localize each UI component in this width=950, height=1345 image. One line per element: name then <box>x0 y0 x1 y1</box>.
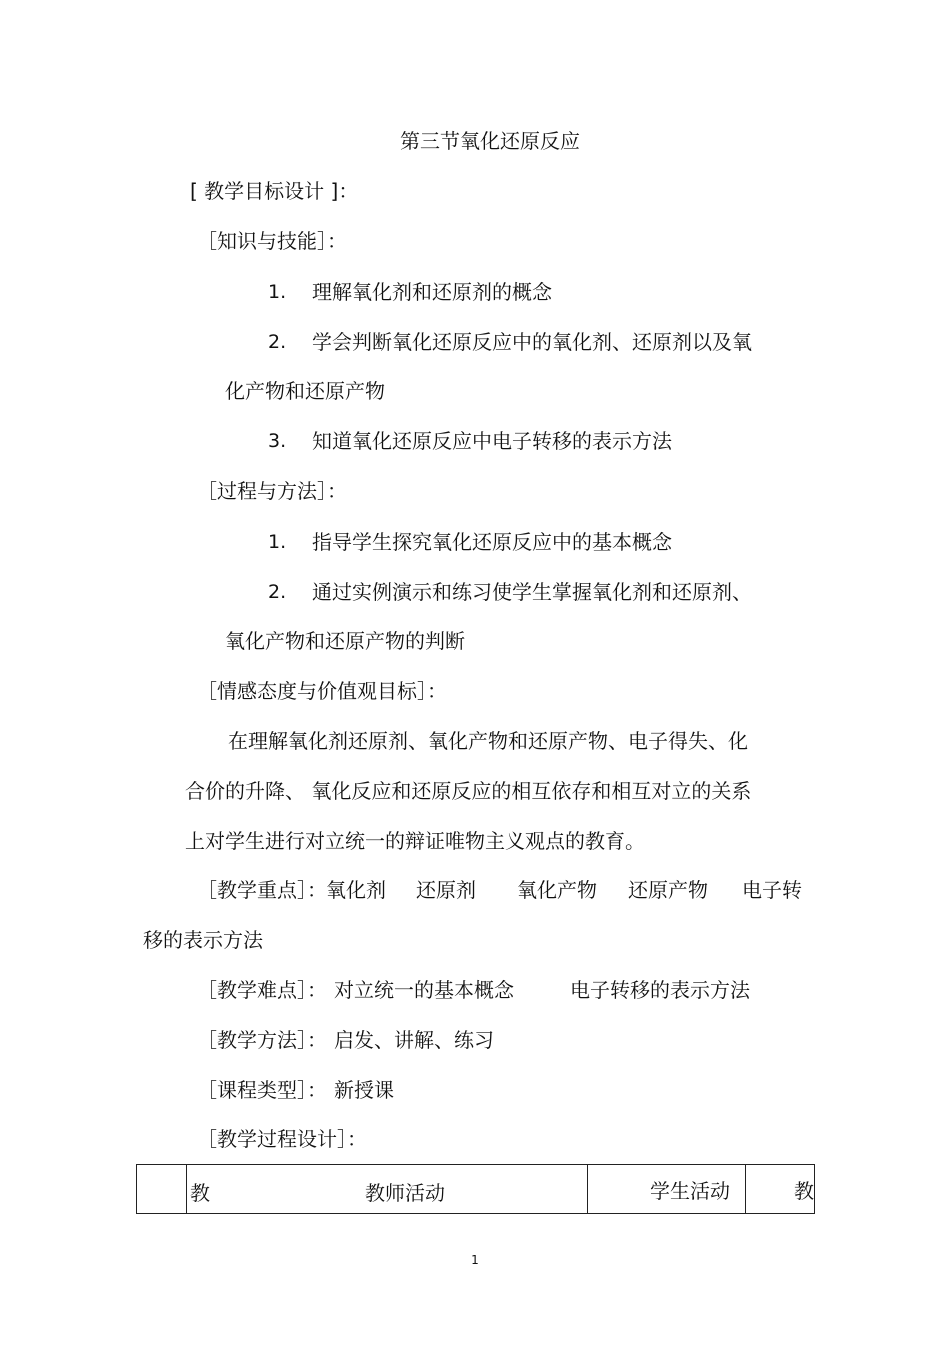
knowledge-item-2-continuation: 化产物和还原产物 <box>225 379 385 403</box>
course-type-label: ［课程类型］： <box>197 1078 327 1102</box>
process-item-2-number: 2. <box>268 581 287 603</box>
key-points-continuation: 移的表示方法 <box>143 928 263 952</box>
key-point-2: 还原剂 <box>416 878 476 902</box>
knowledge-item-1: 理解氧化剂和还原剂的概念 <box>312 280 552 304</box>
emotion-heading: ［情感态度与价值观目标］： <box>197 679 447 703</box>
table-header-teacher-activity: 教师活动 <box>365 1181 445 1205</box>
key-point-4: 还原产物 <box>628 878 708 902</box>
knowledge-heading: ［知识与技能］： <box>197 229 347 253</box>
process-item-2-continuation: 氧化产物和还原产物的判断 <box>225 629 465 653</box>
method-label: ［教学方法］： <box>197 1028 327 1052</box>
table-header-student-activity: 学生活动 <box>588 1165 746 1214</box>
difficulty-item-2: 电子转移的表示方法 <box>570 978 750 1002</box>
emotion-line-1: 在理解氧化剂还原剂、氧化产物和还原产物、电子得失、化 <box>228 729 748 753</box>
method-value: 启发、讲解、练习 <box>334 1028 494 1052</box>
page-number: 1 <box>471 1253 479 1267</box>
table-header-cell-last: 教 <box>746 1165 815 1214</box>
key-point-5: 电子转 <box>742 878 802 902</box>
process-item-1: 指导学生探究氧化还原反应中的基本概念 <box>312 530 672 554</box>
key-points-label: ［教学重点］： <box>197 878 327 902</box>
table-header-row <box>137 1165 815 1214</box>
document-title: 第三节氧化还原反应 <box>400 129 580 153</box>
difficulty-label: ［教学难点］： <box>197 978 327 1002</box>
key-point-3: 氧化产物 <box>517 878 597 902</box>
process-item-1-number: 1. <box>268 531 287 553</box>
knowledge-item-2: 学会判断氧化还原反应中的氧化剂、还原剂以及氧 <box>312 330 752 354</box>
knowledge-item-3: 知道氧化还原反应中电子转移的表示方法 <box>312 429 672 453</box>
difficulty-item-1: 对立统一的基本概念 <box>334 978 514 1002</box>
emotion-line-2: 合价的升降、 氧化反应和还原反应的相互依存和相互对立的关系 <box>185 779 752 803</box>
knowledge-item-1-number: 1. <box>268 281 287 303</box>
process-item-2: 通过实例演示和练习使学生掌握氧化剂和还原剂、 <box>312 580 752 604</box>
design-heading: ［教学过程设计］： <box>197 1127 367 1151</box>
knowledge-item-3-number: 3. <box>268 430 287 452</box>
table-header-cell-teacher <box>187 1165 588 1214</box>
knowledge-item-2-number: 2. <box>268 331 287 353</box>
process-heading: ［过程与方法］： <box>197 479 347 503</box>
goal-heading: [ 教学目标设计 ]： <box>190 179 359 203</box>
emotion-line-3: 上对学生进行对立统一的辩证唯物主义观点的教育。 <box>185 829 645 853</box>
process-design-table <box>136 1164 815 1214</box>
table-header-cell-blank <box>137 1165 187 1214</box>
key-point-1: 氧化剂 <box>326 878 386 902</box>
course-type-value: 新授课 <box>334 1078 394 1102</box>
table-header-teach-short: 教 <box>190 1181 210 1205</box>
